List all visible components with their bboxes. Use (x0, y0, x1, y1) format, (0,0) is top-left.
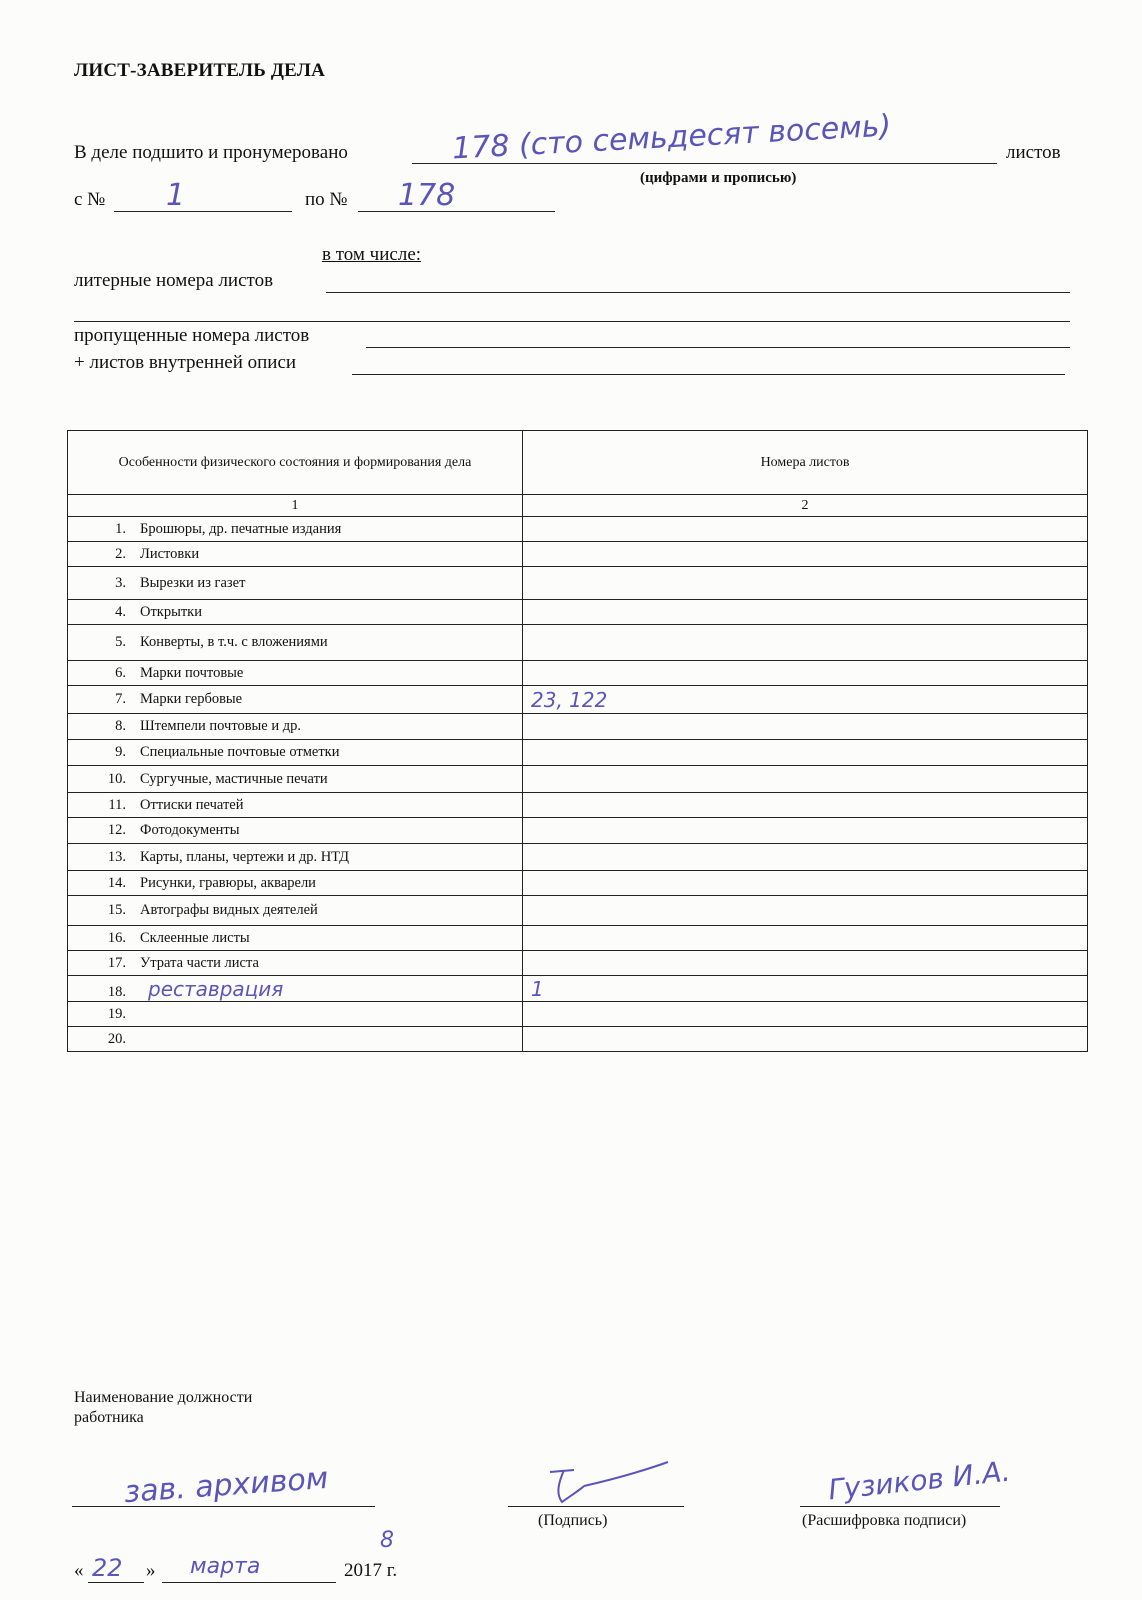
row-label: Марки почтовые (140, 664, 244, 681)
table-row (68, 844, 1088, 871)
position-value: зав. архивом (123, 1460, 330, 1511)
table-row (68, 517, 1088, 542)
date-close-quote: » (146, 1560, 156, 1581)
table-row (68, 600, 1088, 625)
row-sheet-numbers-cell (523, 686, 1088, 714)
row-feature-cell (68, 871, 523, 896)
row-number: 13. (107, 848, 126, 865)
row-sheet-numbers (523, 571, 531, 595)
table-header-col1 (68, 431, 523, 495)
letter-numbers-underline (326, 292, 1070, 293)
row-label: Штемпели почтовые и др. (140, 718, 302, 734)
row-label: Марки гербовые (140, 691, 243, 707)
row-feature-cell (68, 600, 523, 625)
row-number: 15. (107, 902, 126, 918)
row-sheet-numbers-cell (523, 766, 1088, 793)
row-label: Карты, планы, чертежи и др. НТД (140, 848, 350, 865)
row-sheet-numbers (523, 741, 531, 765)
row-number: 4. (115, 603, 126, 620)
table-row (68, 976, 1088, 1002)
filed-suffix: листов (1006, 142, 1061, 163)
col2-number: 2 (523, 495, 1088, 517)
row-sheet-numbers: 1 (531, 976, 544, 1001)
row-sheet-numbers-cell (523, 926, 1088, 951)
table-row (68, 567, 1088, 600)
row-sheet-numbers-cell (523, 1002, 1088, 1027)
row-sheet-numbers (523, 793, 531, 817)
row-sheet-numbers (523, 631, 531, 655)
date-year-prefix: 201 (344, 1560, 373, 1581)
document-title: ЛИСТ-ЗАВЕРИТЕЛЬ ДЕЛА (74, 60, 326, 81)
row-number: 11. (108, 796, 126, 813)
row-sheet-numbers (523, 1027, 531, 1051)
row-sheet-numbers-cell (523, 661, 1088, 686)
row-sheet-numbers-cell (523, 714, 1088, 740)
row-sheet-numbers-cell (523, 567, 1088, 600)
row-label: Оттиски печатей (140, 796, 244, 813)
row-feature-cell (68, 766, 523, 793)
row-number: 12. (107, 822, 126, 838)
row-feature-cell (68, 896, 523, 926)
row-sheet-numbers (523, 517, 531, 541)
table-header-row (68, 431, 1088, 495)
date-year-suffix: г. (386, 1560, 398, 1581)
row-number: 20. (107, 1030, 126, 1047)
row-sheet-numbers (523, 926, 531, 950)
missing-numbers-label: пропущенные номера листов (74, 325, 310, 346)
row-feature-cell (68, 1027, 523, 1052)
date-month-underline (162, 1582, 336, 1583)
row-sheet-numbers (523, 951, 531, 975)
table-row (68, 625, 1088, 661)
row-label: Вырезки из газет (140, 574, 246, 591)
date-year-last: 7 (372, 1560, 382, 1581)
from-value: 1 (166, 178, 186, 213)
row-feature-cell (68, 793, 523, 818)
date-year (344, 1560, 397, 1582)
row-sheet-numbers-cell (523, 517, 1088, 542)
row-sheet-numbers-cell (523, 818, 1088, 844)
row-number: 5. (115, 634, 126, 650)
row-number: 9. (115, 744, 126, 760)
row-feature-cell (68, 926, 523, 951)
row-feature-cell (68, 818, 523, 844)
row-label: Автографы видных деятелей (140, 902, 318, 918)
row-number: 6. (115, 664, 126, 681)
col1-header-text: Особенности физического состояния и формирования дела (118, 455, 472, 470)
date-month: марта (190, 1554, 261, 1579)
row-label: Конверты, в т.ч. с вложениями (140, 634, 328, 650)
row-label: Брошюры, др. печатные издания (140, 520, 342, 537)
position-label-line1: Наименование должности (74, 1389, 253, 1406)
date-year-correction: 8 (380, 1528, 394, 1553)
internal-inventory-underline (352, 374, 1065, 375)
letter-numbers-label: литерные номера листов (74, 270, 274, 291)
row-feature-cell (68, 686, 523, 714)
filed-hint: (цифрами и прописью) (640, 170, 797, 186)
row-number: 1. (115, 520, 126, 537)
signature-caption: (Подпись) (538, 1512, 608, 1529)
row-sheet-numbers-cell (523, 1027, 1088, 1052)
filed-label: В деле подшито и пронумеровано (74, 142, 348, 163)
condition-table (67, 430, 1088, 1052)
row-number: 2. (115, 545, 126, 562)
row-sheet-numbers-cell (523, 951, 1088, 976)
row-feature-cell (68, 844, 523, 871)
row-sheet-numbers-cell (523, 625, 1088, 661)
row-label: Склеенные листы (140, 929, 250, 946)
row-sheet-numbers (523, 871, 531, 895)
missing-numbers-underline (366, 347, 1070, 348)
row-sheet-numbers-cell (523, 976, 1088, 1002)
row-number: 16. (107, 929, 126, 946)
row-sheet-numbers (523, 661, 531, 685)
row-number: 3. (115, 574, 126, 591)
table-row (68, 1027, 1088, 1052)
row-feature-cell (68, 740, 523, 766)
table-row (68, 896, 1088, 926)
filed-value: 178 (сто семьдесят восемь) (451, 108, 893, 167)
row-number: 18. (107, 983, 126, 1000)
table-row (68, 740, 1088, 766)
row-feature-cell (68, 714, 523, 740)
table-row (68, 871, 1088, 896)
row-number: 17. (107, 954, 126, 971)
row-number: 14. (107, 874, 126, 891)
table-row (68, 793, 1088, 818)
table-row (68, 686, 1088, 714)
row-feature-cell (68, 1002, 523, 1027)
row-feature-cell (68, 542, 523, 567)
table-row (68, 766, 1088, 793)
row-sheet-numbers-cell (523, 844, 1088, 871)
signature-image (540, 1460, 680, 1510)
position-label (74, 1388, 252, 1428)
row-feature-cell (68, 661, 523, 686)
from-label: с № (74, 189, 106, 210)
table-row (68, 951, 1088, 976)
decoding-caption: (Расшифровка подписи) (802, 1512, 967, 1529)
table-row (68, 818, 1088, 844)
date-open-quote: « (74, 1560, 84, 1581)
table-row (68, 926, 1088, 951)
row-label: Утрата части листа (140, 954, 259, 971)
position-underline (72, 1506, 375, 1507)
row-number: 19. (107, 1005, 126, 1022)
row-sheet-numbers (523, 819, 531, 843)
table-body (68, 517, 1088, 1052)
row-sheet-numbers: 23, 122 (531, 687, 608, 712)
row-sheet-numbers (523, 1002, 531, 1026)
table-colnum-row (68, 495, 1088, 517)
row-sheet-numbers-cell (523, 542, 1088, 567)
row-number: 7. (115, 691, 126, 707)
row-feature-cell (68, 951, 523, 976)
letter-numbers-underline-2 (74, 321, 1070, 322)
row-feature-cell (68, 517, 523, 542)
row-sheet-numbers (523, 542, 531, 566)
table-row (68, 542, 1088, 567)
internal-inventory-label: + листов внутренней описи (74, 352, 297, 373)
row-sheet-numbers-cell (523, 871, 1088, 896)
row-sheet-numbers (523, 715, 531, 739)
table-row (68, 1002, 1088, 1027)
to-underline (358, 211, 555, 212)
row-label: реставрация (148, 976, 284, 1001)
row-sheet-numbers-cell (523, 600, 1088, 625)
row-label: Рисунки, гравюры, акварели (140, 874, 316, 891)
row-feature-cell (68, 976, 523, 1002)
row-feature-cell (68, 567, 523, 600)
row-sheet-numbers-cell (523, 793, 1088, 818)
table-header-col2: Номера листов (523, 431, 1088, 495)
row-label: Фотодокументы (140, 822, 240, 838)
to-label: по № (305, 189, 348, 210)
to-value: 178 (398, 178, 456, 213)
row-sheet-numbers (523, 845, 531, 869)
decoding-value: Гузиков И.А. (826, 1454, 1012, 1507)
row-number: 10. (107, 770, 126, 787)
date-day-underline (88, 1582, 144, 1583)
date-day: 22 (92, 1554, 123, 1582)
row-feature-cell (68, 625, 523, 661)
row-number: 8. (115, 718, 126, 734)
row-label: Специальные почтовые отметки (140, 744, 340, 760)
row-sheet-numbers (523, 600, 531, 624)
col1-number: 1 (68, 495, 523, 517)
row-label: Листовки (140, 545, 200, 562)
row-sheet-numbers (523, 899, 531, 923)
including-label: в том числе: (322, 244, 422, 265)
row-label: Открытки (140, 603, 202, 620)
row-sheet-numbers-cell (523, 896, 1088, 926)
table-row (68, 714, 1088, 740)
from-underline (114, 211, 292, 212)
table-row (68, 661, 1088, 686)
row-label: Сургучные, мастичные печати (140, 770, 328, 787)
position-label-line2: работника (74, 1409, 144, 1426)
row-sheet-numbers-cell (523, 740, 1088, 766)
row-sheet-numbers (523, 767, 531, 791)
